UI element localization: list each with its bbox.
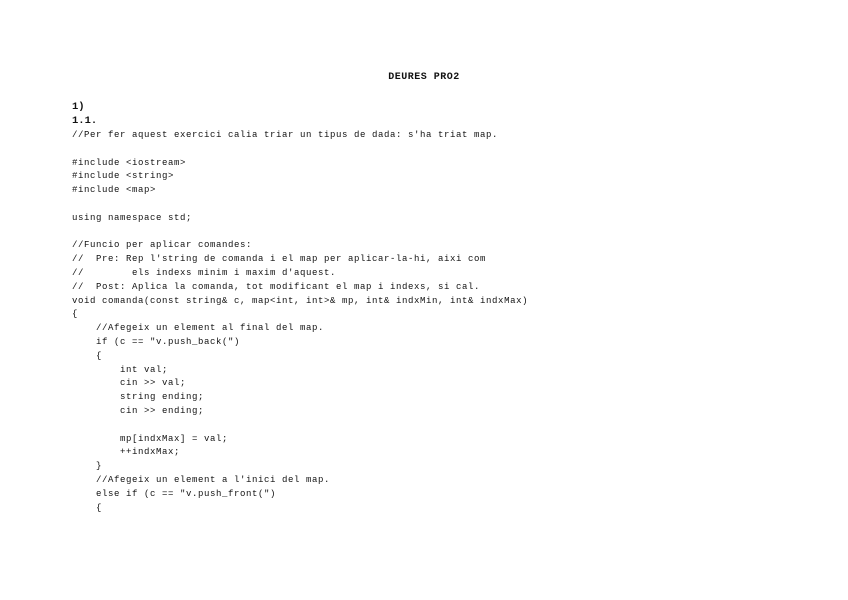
code-line: #include <map> bbox=[72, 185, 157, 196]
section-heading: 1) bbox=[72, 101, 85, 113]
code-line bbox=[72, 226, 528, 240]
code-line bbox=[72, 198, 528, 212]
code-line: #include <iostream> bbox=[72, 157, 187, 168]
code-line: void comanda(const string& c, map<int, int>& mp, int& indxMin, int& indxMax) bbox=[72, 295, 529, 306]
code-line: // Post: Aplica la comanda, tot modificant el map i indexs, si cal. bbox=[72, 281, 481, 292]
code-line: mp[indxMax] = val; bbox=[72, 433, 229, 444]
code-line: else if (c == "v.push_front(") bbox=[72, 488, 277, 499]
code-line: } bbox=[72, 461, 103, 472]
code-line: //Funcio per aplicar comandes: bbox=[72, 240, 253, 251]
code-line: cin >> ending; bbox=[72, 405, 205, 416]
code-line: int val; bbox=[72, 364, 169, 375]
code-line bbox=[72, 143, 528, 157]
code-line: { bbox=[72, 350, 103, 361]
code-line: { bbox=[72, 502, 103, 513]
code-block bbox=[72, 129, 528, 515]
code-line: { bbox=[72, 309, 79, 320]
code-line: string ending; bbox=[72, 392, 205, 403]
code-line bbox=[72, 419, 528, 433]
code-line: //Afegeix un element a l'inici del map. bbox=[72, 474, 331, 485]
document-title: DEURES PRO2 bbox=[388, 72, 460, 83]
code-line: //Per fer aquest exercici calia triar un tipus de dada: s'ha triat map. bbox=[72, 130, 499, 140]
subsection-heading: 1.1. bbox=[72, 115, 98, 127]
code-line: //Afegeix un element al final del map. bbox=[72, 323, 325, 334]
code-line: cin >> val; bbox=[72, 378, 187, 389]
code-line: ++indxMax; bbox=[72, 447, 181, 458]
code-line: // els indexs minim i maxim d'aquest. bbox=[72, 267, 337, 278]
code-line: #include <string> bbox=[72, 171, 175, 182]
code-line: using namespace std; bbox=[72, 212, 193, 223]
code-line: if (c == "v.push_back(") bbox=[72, 336, 241, 347]
code-line: // Pre: Rep l'string de comanda i el map per aplicar-la-hi, aixi com bbox=[72, 254, 487, 265]
